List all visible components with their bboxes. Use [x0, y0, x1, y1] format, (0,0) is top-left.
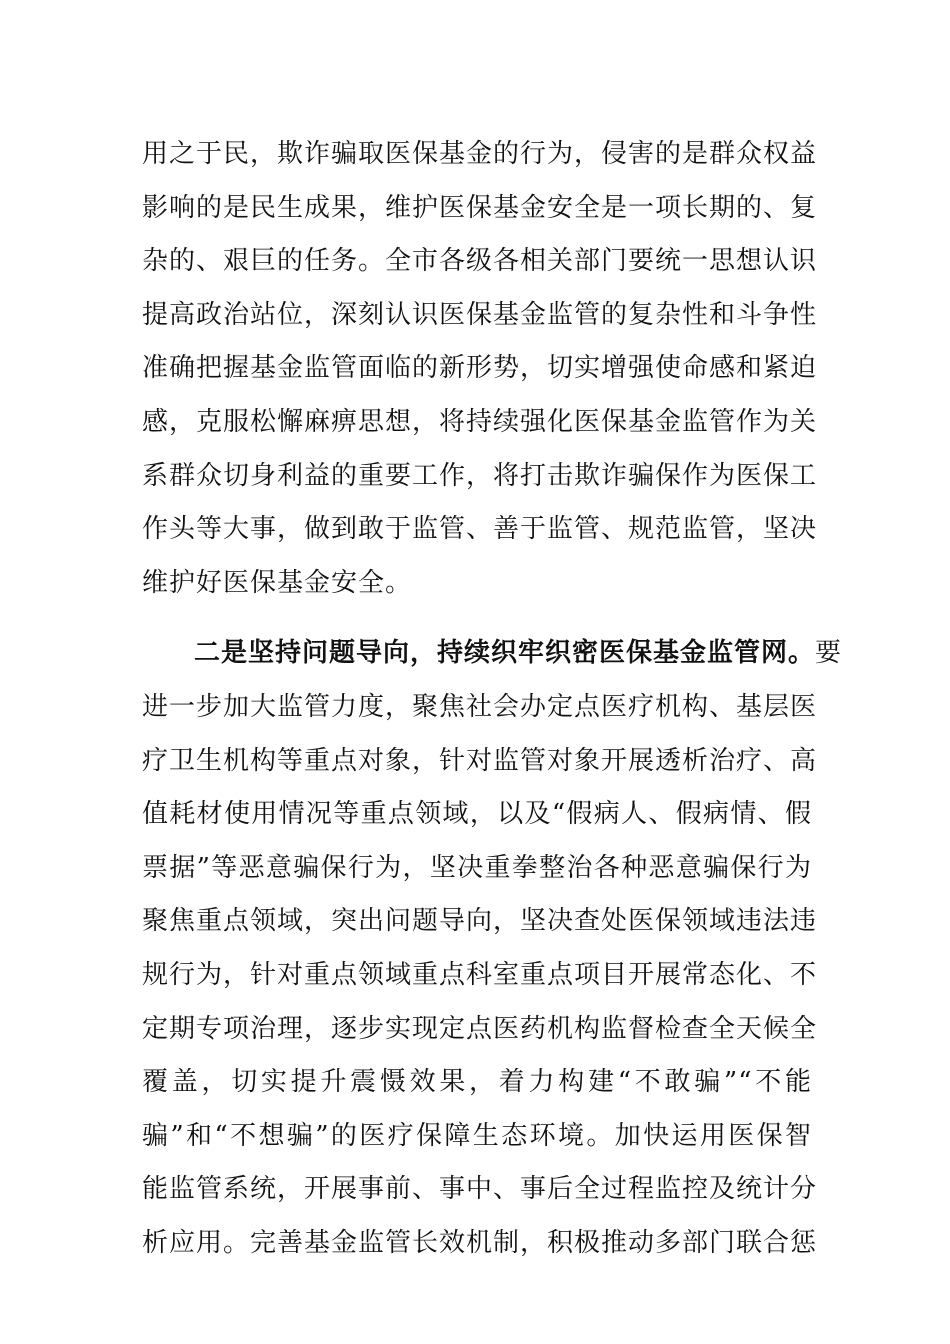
paragraph-line: 骗”和“不想骗”的医疗保障生态环境。加快运用医保智 [142, 1120, 812, 1151]
body-text [142, 128, 843, 1270]
paragraph-line: 系群众切身利益的重要工作，将打击欺诈骗保作为医保工 [142, 460, 818, 491]
paragraph-1 [142, 128, 818, 610]
paragraph-line: 用之于民，欺诈骗取医保基金的行为，侵害的是群众权益 [142, 139, 818, 169]
paragraph-line: 规行为，针对重点领域重点科室重点项目开展常态化、不 [142, 959, 818, 990]
paragraph-line: 作头等大事，做到敢于监管、善于监管、规范监管，坚决 [142, 514, 818, 545]
paragraph-line: 析应用。完善基金监管长效机制，积极推动多部门联合惩 [142, 1227, 818, 1258]
paragraph-first-line [142, 627, 843, 681]
paragraph-line: 疗卫生机构等重点对象，针对监管对象开展透析治疗、高 [142, 745, 818, 776]
paragraph-line: 能监管系统，开展事前、事中、事后全过程监控及统计分 [142, 1174, 818, 1205]
paragraph-line: 进一步加大监管力度，聚焦社会办定点医疗机构、基层医 [142, 691, 818, 722]
paragraph-spacer [142, 610, 812, 627]
paragraph-line: 准确把握基金监管面临的新形势，切实增强使命感和紧迫 [142, 353, 818, 384]
paragraph-line: 杂的、艰巨的任务。全市各级各相关部门要统一思想认识 [142, 246, 818, 277]
paragraph-line: 聚焦重点领域，突出问题导向，坚决查处医保领域违法违 [142, 906, 818, 937]
paragraph-line: 值耗材使用情况等重点领域，以及“假病人、假病情、假 [142, 799, 812, 830]
paragraph-line: 影响的是民生成果，维护医保基金安全是一项长期的、复 [142, 192, 818, 223]
paragraph-2 [142, 627, 843, 1270]
paragraph-line: 覆盖，切实提升震慑效果，着力构建“不敢骗”“不能 [142, 1067, 812, 1098]
paragraph-line: 维护好医保基金安全。 [142, 567, 413, 598]
paragraph-line: 提高政治站位，深刻认识医保基金监管的复杂性和斗争性 [142, 299, 818, 330]
paragraph-line: 感，克服松懈麻痹思想，将持续强化医保基金监管作为关 [142, 406, 818, 437]
section-heading: 二是坚持问题导向，持续织牢织密医保基金监管网。 [194, 638, 816, 669]
paragraph-line: 定期专项治理，逐步实现定点医药机构监督检查全天候全 [142, 1013, 818, 1044]
paragraph-line: 票据”等恶意骗保行为，坚决重拳整治各种恶意骗保行为 [142, 852, 812, 883]
heading-tail: 要 [815, 638, 843, 669]
